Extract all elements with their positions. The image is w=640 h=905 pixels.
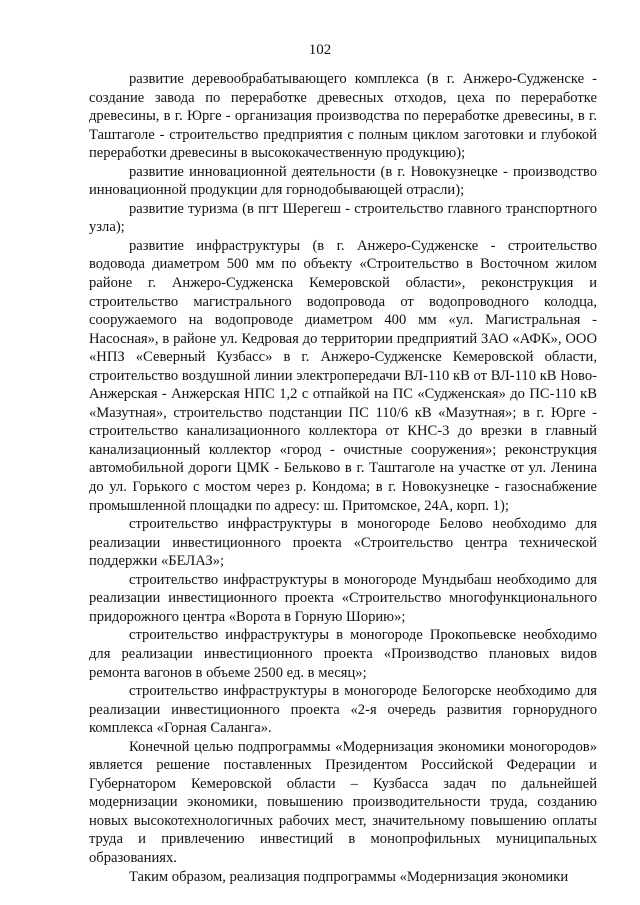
- paragraph-innovation: развитие инновационной деятельности (в г. Новокузнецке - производство инновационной продукции для горнодобывающей отрасли);: [89, 163, 597, 199]
- paragraph-infrastructure: развитие инфраструктуры (в г. Анжеро-Судженске - строительство водовода диаметром 500 мм по объекту «Строительство в Восточном жилом районе г. Анжеро-Судженска Кемеровской области», реконструкция и строительство магистрального водопровода от водопроводного колодца, сооружаемого на водопроводе диаметром 400 мм «ул. Магистральная - Насосная», в районе ул. Кедровая до территории предприятий ЗАО «АФК», ООО «НПЗ «Северный Кузбасс» в г. Анжеро-Судженске Кемеровской области, строительство воздушной линии электропередачи ВЛ-110 кВ от ВЛ-110 кВ Ново-Анжерская - Анжерская НПС 1,2 с отпайкой на ПС «Судженская» до ПС-110 кВ «Мазутная», строительство подстанции ПС 110/6 кВ «Мазутная»; в г. Юрге - строительство канализационного коллектора от КНС-3 до врезки в главный канализационный коллектор «город - очистные сооружения»; реконструкция автомобильной дороги ЦМК - Бельково в г. Таштаголе на участке от ул. Ленина до ул. Горького с мостом через р. Кондома; в г. Новокузнецке - газоснабжение промышленной площадки по адресу: ш. Притомское, 24А, корп. 1);: [89, 237, 597, 514]
- paragraph-prokopyevsk: строительство инфраструктуры в моногороде Прокопьевске необходимо для реализации инвестиционного проекта «Производство плановых видов ремонта вагонов в объеме 2500 ед. в месяц»;: [89, 627, 597, 681]
- paragraph-final-goal: Конечной целью подпрограммы «Модернизация экономики моногородов» является решение поставленных Президентом Российской Федерации и Губернатором Кемеровской области – Кузбасса задач по дальнейшей модернизации экономики, повышению производительности труда, созданию новых высокотехнологичных рабочих мест, значительному повышению оплаты труда и привлечению инвестиций в монопрофильных муниципальных образованиях.: [89, 738, 597, 866]
- paragraph-belovo: строительство инфраструктуры в моногороде Белово необходимо для реализации инвестиционного проекта «Строительство центра технической поддержки «БЕЛАЗ»;: [89, 516, 597, 570]
- paragraph-mundybash: строительство инфраструктуры в моногороде Мундыбаш необходимо для реализации инвестиционного проекта «Строительство многофункционального придорожного центра «Ворота в Горную Шорию»;: [89, 571, 597, 625]
- document-body: [89, 70, 597, 886]
- paragraph-belogorsk: строительство инфраструктуры в моногороде Белогорске необходимо для реализации инвестиционного проекта «2-я очередь развития горнорудного комплекса «Горная Саланга».: [89, 683, 597, 737]
- page-number: 102: [308, 42, 332, 58]
- paragraph-tourism: развитие туризма (в пгт Шерегеш - строительство главного транспортного узла);: [89, 200, 597, 236]
- paragraph-conclusion: Таким образом, реализация подпрограммы «Модернизация экономики: [129, 868, 569, 885]
- paragraph-woodworking: развитие деревообрабатывающего комплекса (в г. Анжеро-Судженске - создание завода по переработке древесных отходов, цеха по переработке древесины, в г. Юрге - организация производства по переработке древесины, в г. Таштаголе - строительство предприятия с полным циклом заготовки и глубокой переработки древесины в высококачественную продукцию);: [89, 71, 597, 162]
